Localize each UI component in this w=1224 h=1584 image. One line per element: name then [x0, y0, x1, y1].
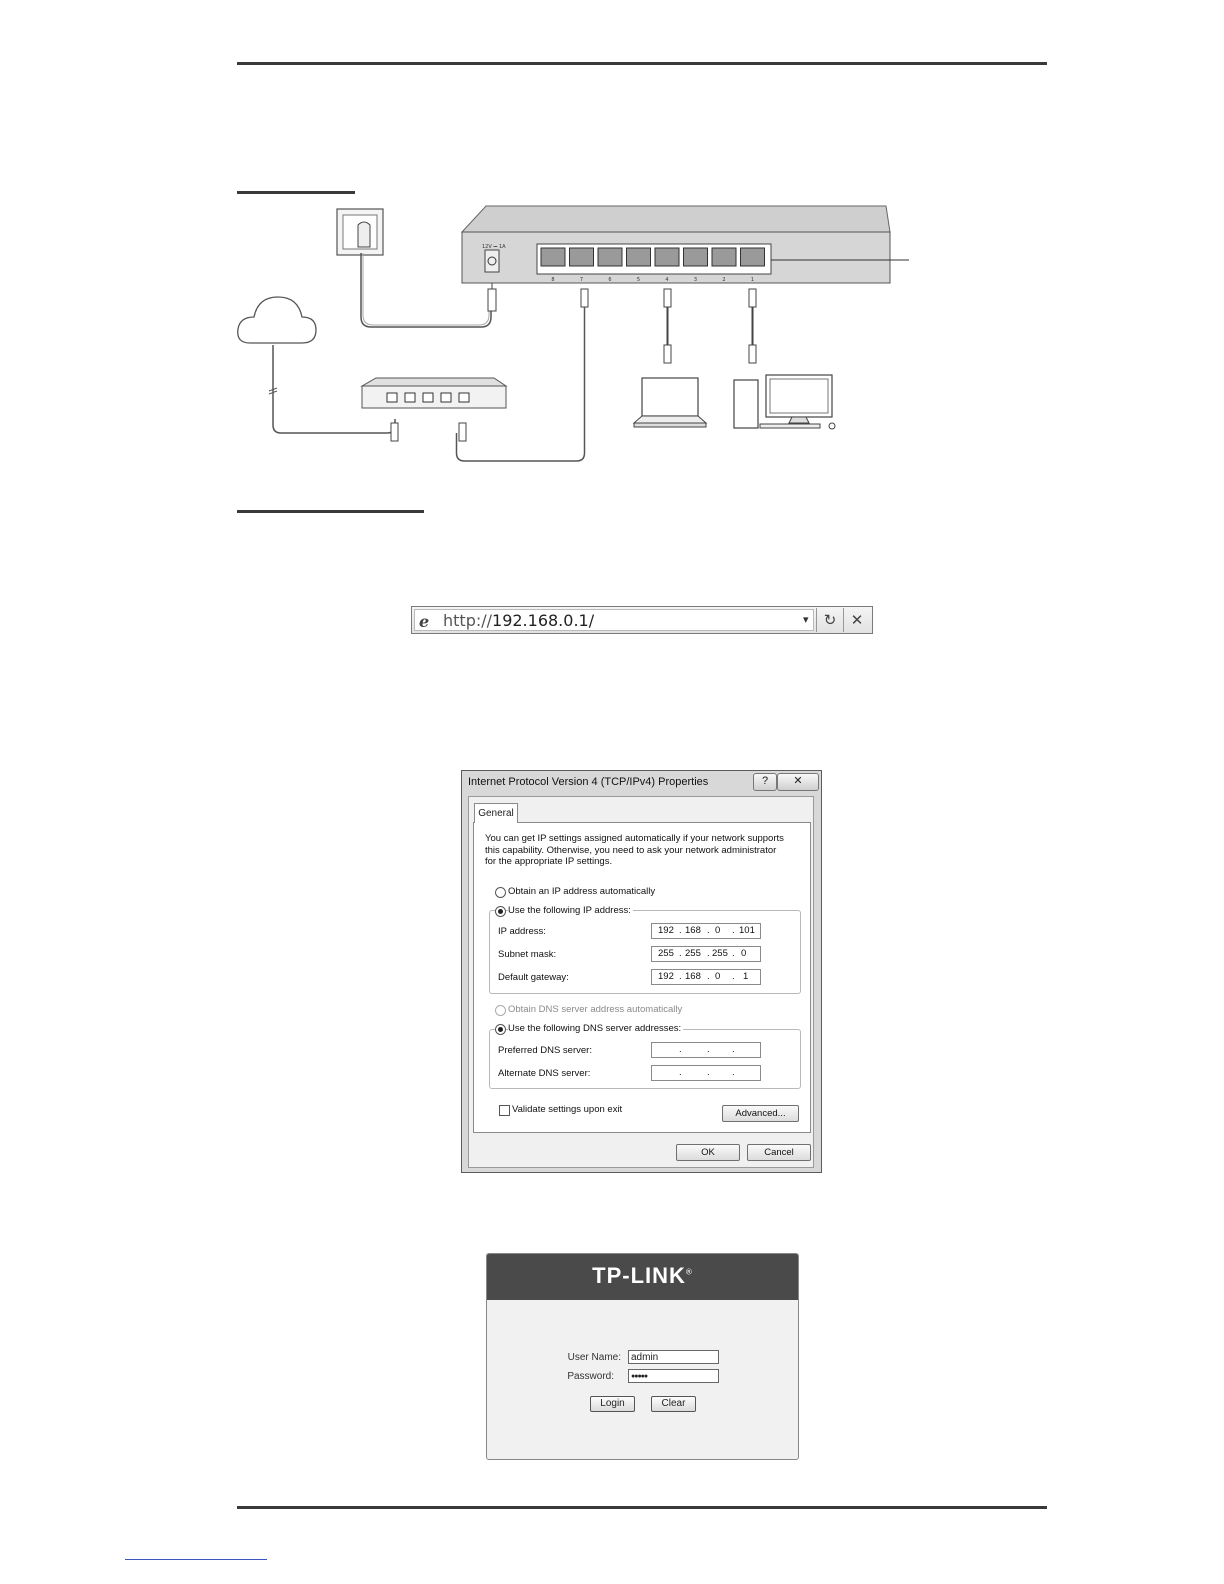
auto-ip-radio[interactable] [495, 887, 506, 898]
mask-octet: 255 [685, 948, 701, 959]
switch-port-label: 8 [551, 277, 555, 283]
stop-icon[interactable]: ✕ [843, 608, 870, 632]
manual-dns-label: Use the following DNS server addresses: [508, 1023, 682, 1034]
refresh-icon[interactable]: ↻ [816, 608, 843, 632]
ip-address-field[interactable]: 192 . 168 . 0 . 101 [651, 923, 761, 939]
switch-port [741, 248, 765, 266]
switch-port-label: 7 [579, 277, 584, 283]
auto-dns-radio[interactable] [495, 1005, 506, 1016]
description-line: this capability. Otherwise, you need to ask your network administrator [485, 844, 777, 856]
section-underline-2 [237, 510, 424, 513]
description-text [485, 833, 795, 868]
switch-port-label: 6 [608, 277, 612, 283]
switch-port [684, 248, 708, 266]
top-rule [237, 62, 1047, 65]
ip-octet: 101 [739, 925, 755, 936]
url-field[interactable] [414, 609, 814, 631]
description-line: for the appropriate IP settings. [485, 856, 613, 867]
tplink-logo [487, 1263, 798, 1289]
alternate-dns-label: Alternate DNS server: [498, 1068, 591, 1079]
mask-octet: 255 [658, 948, 674, 959]
switch-port-label: 2 [722, 277, 726, 283]
login-button[interactable]: Login [590, 1396, 635, 1412]
login-header [487, 1254, 798, 1300]
password-input[interactable]: ●●●●● [628, 1369, 719, 1383]
browser-address-bar [411, 606, 873, 634]
power-plug-icon [488, 283, 496, 311]
tab-general[interactable]: General [474, 803, 518, 823]
gateway-octet: 0 [715, 971, 721, 982]
ip-octet: 168 [685, 925, 701, 936]
brand-text: TP-LINK [592, 1263, 686, 1288]
tcp-ipv4-properties-dialog [461, 770, 822, 1173]
dialog-title: Internet Protocol Version 4 (TCP/IPv4) Properties [468, 776, 709, 788]
validate-label: Validate settings upon exit [512, 1104, 623, 1115]
validate-checkbox[interactable] [499, 1105, 510, 1116]
close-button[interactable]: ✕ [777, 773, 819, 791]
switch-port [570, 248, 594, 266]
switch-port [712, 248, 736, 266]
ip-octet: 0 [715, 925, 721, 936]
switch-port-label: 5 [636, 277, 641, 283]
ok-button[interactable]: OK [676, 1144, 740, 1161]
switch-port [655, 248, 679, 266]
url-host: 192.168.0.1/ [492, 611, 595, 630]
subnet-mask-field[interactable]: 255 . 255 . 255 . 0 [651, 946, 761, 962]
url-scheme: http:// [443, 611, 493, 630]
url-text [443, 611, 594, 630]
preferred-dns-label: Preferred DNS server: [498, 1045, 592, 1056]
mask-octet: 0 [741, 948, 747, 959]
alternate-dns-field[interactable]: . . . [651, 1065, 761, 1081]
switch-device-icon [462, 206, 909, 283]
gateway-octet: 168 [685, 971, 701, 982]
ie-icon: e [419, 612, 430, 631]
gateway-octet: 192 [658, 971, 674, 982]
clear-button[interactable]: Clear [651, 1396, 696, 1412]
internet-cloud-icon [238, 297, 395, 433]
ip-octet: 192 [658, 925, 674, 936]
laptop-icon [634, 378, 706, 427]
switch-port-label: 3 [693, 277, 698, 283]
subnet-mask-label: Subnet mask: [498, 949, 557, 960]
switch-port [598, 248, 622, 266]
description-line: You can get IP settings assigned automatically if your network supports [485, 833, 784, 844]
cancel-button[interactable]: Cancel [747, 1144, 811, 1161]
gateway-octet: 1 [743, 971, 749, 982]
auto-dns-label: Obtain DNS server address automatically [508, 1004, 683, 1015]
mask-octet: 255 [712, 948, 728, 959]
manual-ip-radio[interactable] [495, 906, 506, 917]
connection-diagram [230, 195, 920, 470]
power-label: 12V ⎓ 1A [482, 244, 506, 250]
bottom-rule [237, 1506, 1047, 1509]
auto-ip-label: Obtain an IP address automatically [508, 886, 656, 897]
username-label: User Name: [567, 1352, 621, 1363]
default-gateway-label: Default gateway: [498, 972, 569, 983]
manual-ip-label: Use the following IP address: [508, 905, 631, 916]
advanced-button[interactable]: Advanced... [722, 1105, 799, 1122]
username-input[interactable]: admin [628, 1350, 719, 1364]
switch-port [541, 248, 565, 266]
manual-dns-radio[interactable] [495, 1024, 506, 1035]
dropdown-arrow-icon[interactable]: ▾ [803, 613, 809, 626]
footer-link-underline [125, 1559, 267, 1560]
default-gateway-field[interactable]: 192 . 168 . 0 . 1 [651, 969, 761, 985]
help-button[interactable]: ? [753, 773, 777, 791]
switch-port-label: 4 [665, 277, 669, 283]
ip-address-label: IP address: [498, 926, 546, 937]
section-underline-1 [237, 191, 355, 194]
switch-cables [457, 289, 757, 461]
tplink-login-panel [486, 1253, 799, 1460]
password-label: Password: [567, 1371, 614, 1382]
preferred-dns-field[interactable]: . . . [651, 1042, 761, 1058]
desktop-computer-icon [734, 375, 835, 429]
switch-port-label: 1 [750, 277, 755, 283]
switch-port [627, 248, 651, 266]
brand-mark: ® [685, 1267, 693, 1277]
modem-device-icon [362, 378, 506, 441]
